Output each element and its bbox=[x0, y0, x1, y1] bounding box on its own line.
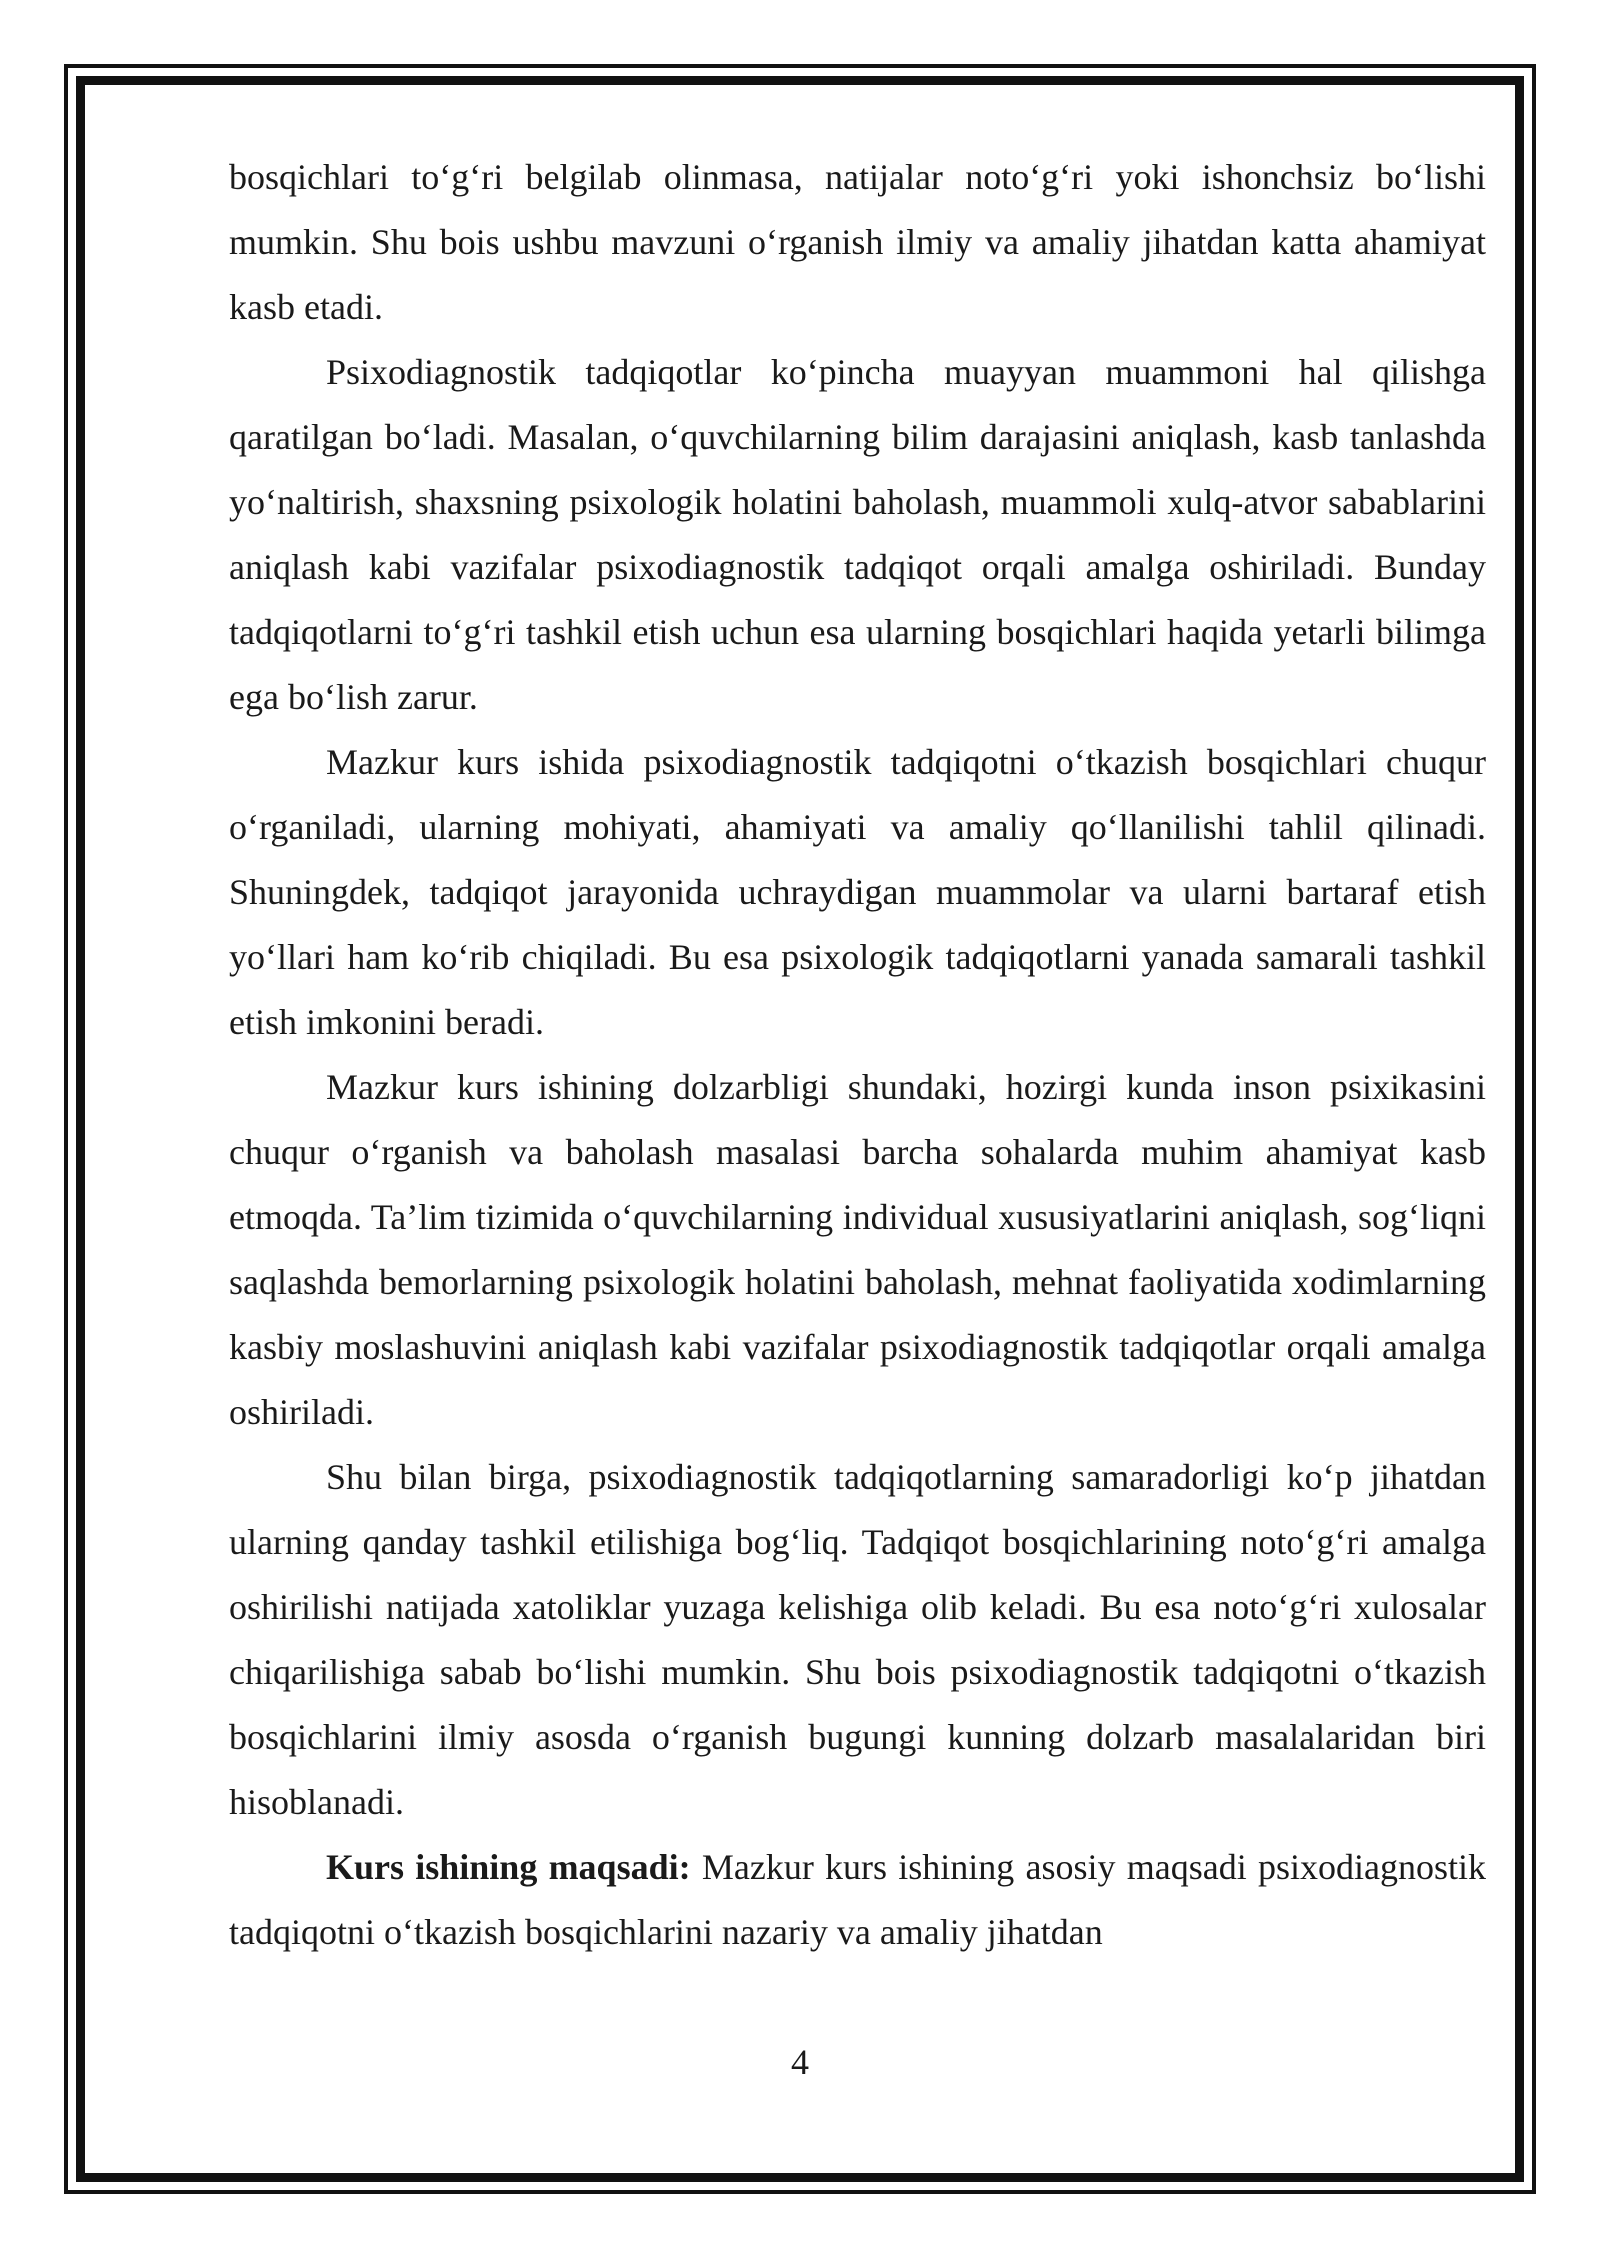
paragraph-4-text: Mazkur kurs ishining dolzarbligi shundaki, hozirgi kunda inson psixikasini chuqur o‘rganish va baholash masalasi barcha sohalarda muhim ahamiyat kasb etmoqda. Ta’lim tizimida o‘quvchilarning individual xususiyatlarini aniqlash, sog‘liqni saqlashda bemorlarning psixologik holatini baholash, mehnat faoliyatida xodimlarning kasbiy moslashuvini aniqlash kabi vazifalar psixodiagnostik tadqiqotlar orqali amalga oshiriladi. bbox=[229, 1067, 1486, 1432]
page-number: 4 bbox=[791, 2042, 809, 2082]
paragraph-3 bbox=[229, 730, 1486, 1055]
paragraph-1-text: bosqichlari to‘g‘ri belgilab olinmasa, natijalar noto‘g‘ri yoki ishonchsiz bo‘lishi mumkin. Shu bois ushbu mavzuni o‘rganish ilmiy va amaliy jihatdan katta ahamiyat kasb etadi. bbox=[229, 157, 1486, 327]
document-body bbox=[229, 145, 1486, 1965]
paragraph-6-text: Mazkur kurs ishining asosiy maqsadi psixodiagnostik tadqiqotni o‘tkazish bosqichlarini nazariy va amaliy jihatdan bbox=[229, 1847, 1487, 1952]
paragraph-3-text: Mazkur kurs ishida psixodiagnostik tadqiqotni o‘tkazish bosqichlari chuqur o‘rganiladi, ularning mohiyati, ahamiyati va amaliy qo‘llanilishi tahlil qilinadi. Shuningdek, tadqiqot jarayonida uchraydigan muammolar va ularni bartaraf etish yo‘llari ham ko‘rib chiqiladi. Bu esa psixologik tadqiqotlarni yanada samarali tashkil etish imkonini beradi. bbox=[229, 742, 1486, 1042]
paragraph-4 bbox=[229, 1055, 1486, 1445]
paragraph-2 bbox=[229, 340, 1486, 730]
paragraph-5-text: Shu bilan birga, psixodiagnostik tadqiqotlarning samaradorligi ko‘p jihatdan ularning qanday tashkil etilishiga bog‘liq. Tadqiqot bosqichlarining noto‘g‘ri amalga oshirilishi natijada xatoliklar yuzaga kelishiga olib keladi. Bu esa noto‘g‘ri xulosalar chiqarilishiga sabab bo‘lishi mumkin. Shu bois psixodiagnostik tadqiqotni o‘tkazish bosqichlarini ilmiy asosda o‘rganish bugungi kunning dolzarb masalalaridan biri hisoblanadi. bbox=[229, 1457, 1486, 1822]
section-lead-heading: Kurs ishining maqsadi: bbox=[326, 1847, 691, 1887]
paragraph-5 bbox=[229, 1445, 1486, 1835]
paragraph-6 bbox=[229, 1835, 1486, 1965]
paragraph-2-text: Psixodiagnostik tadqiqotlar ko‘pincha muayyan muammoni hal qilishga qaratilgan bo‘ladi. Masalan, o‘quvchilarning bilim darajasini aniqlash, kasb tanlashda yo‘naltirish, shaxsning psixologik holatini baholash, muammoli xulq-atvor sabablarini aniqlash kabi vazifalar psixodiagnostik tadqiqot orqali amalga oshiriladi. Bunday tadqiqotlarni to‘g‘ri tashkil etish uchun esa ularning bosqichlari haqida yetarli bilimga ega bo‘lish zarur. bbox=[229, 352, 1486, 717]
paragraph-1 bbox=[229, 145, 1486, 340]
